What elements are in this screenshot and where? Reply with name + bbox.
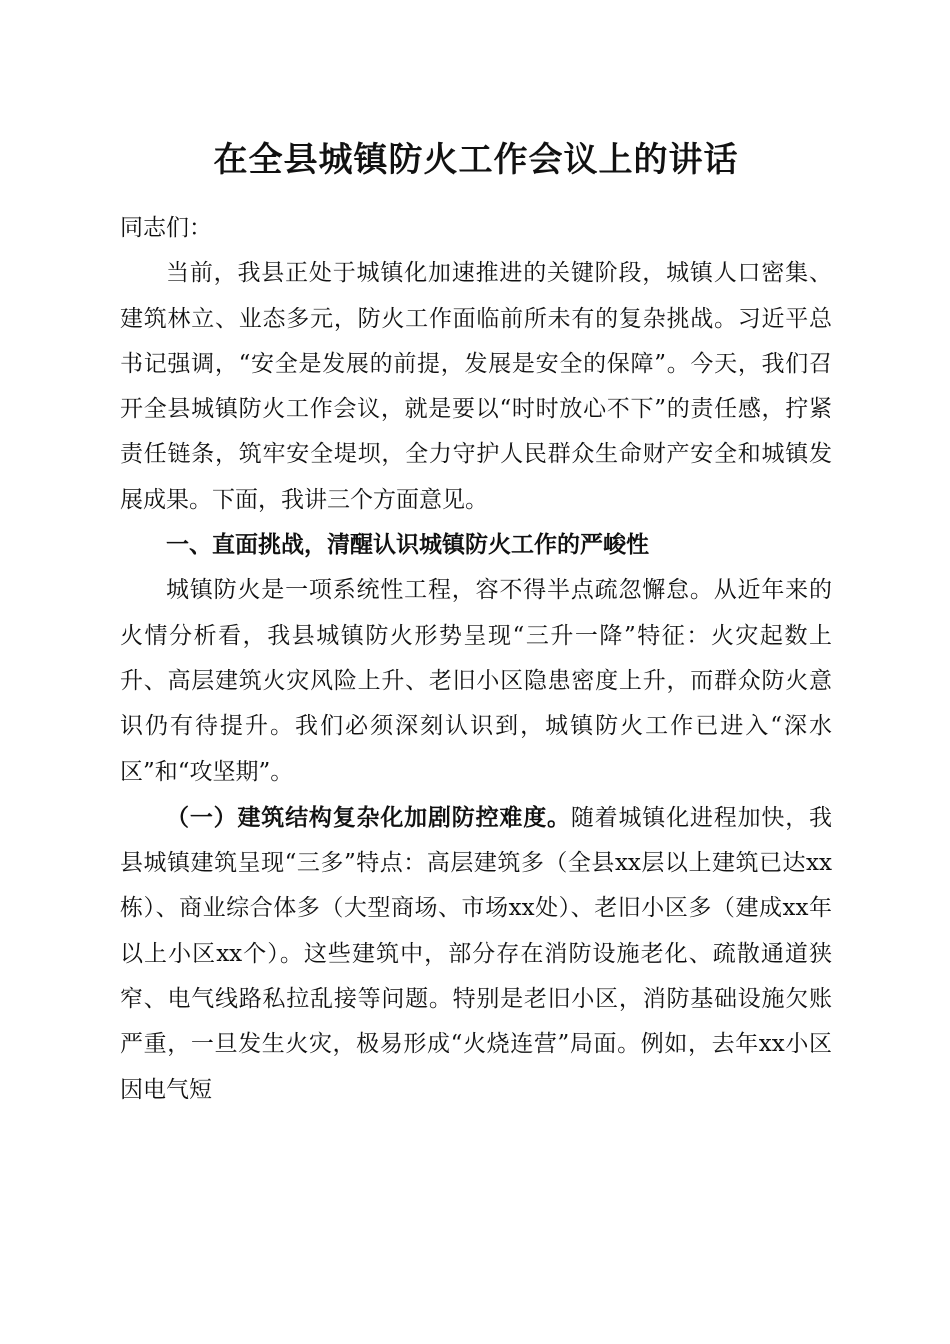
intro-paragraph: 当前，我县正处于城镇化加速推进的关键阶段，城镇人口密集、建筑林立、业态多元，防火工作面临前所未有的复杂挑战。习近平总书记强调，“安全是发展的前提，发展是安全的保障”。今天，我们召开全县城镇防火工作会议，就是要以“时时放心不下”的责任感，拧紧责任链条，筑牢安全堤坝，全力守护人民群众生命财产安全和城镇发展成果。下面，我讲三个方面意见。 [120,260,832,513]
document-title: 在全县城镇防火工作会议上的讲话 [213,140,739,180]
subsection-1-text: 随着城镇化进程加快，我县城镇建筑呈现“三多”特点：高层建筑多（全县xx层以上建筑已达xx栋）、商业综合体多（大型商场、市场xx处）、老旧小区多（建成xx年以上小区xx个）。这些建筑中，部分存在消防设施老化、疏散通道狭窄、电气线路私拉乱接等问题。特别是老旧小区，消防基础设施欠账严重，一旦发生火灾，极易形成“火烧连营”局面。例如，去年xx小区因电气短 [120,804,833,1103]
subsection-1-heading: （一）建筑结构复杂化加剧防控难度。 [166,803,571,831]
section-1-heading: 一、直面挑战，清醒认识城镇防火工作的严峻性 [166,532,649,559]
salutation: 同志们： [120,215,212,241]
document-body [120,206,832,1113]
subsection-1-paragraph [120,795,832,1113]
section-1-paragraph: 城镇防火是一项系统性工程，容不得半点疏忽懈怠。从近年来的火情分析看，我县城镇防火形势呈现“三升一降”特征：火灾起数上升、高层建筑火灾风险上升、老旧小区隐患密度上升，而群众防火意识仍有待提升。我们必须深刻认识到，城镇防火工作已进入“深水区”和“攻坚期”。 [120,577,832,785]
